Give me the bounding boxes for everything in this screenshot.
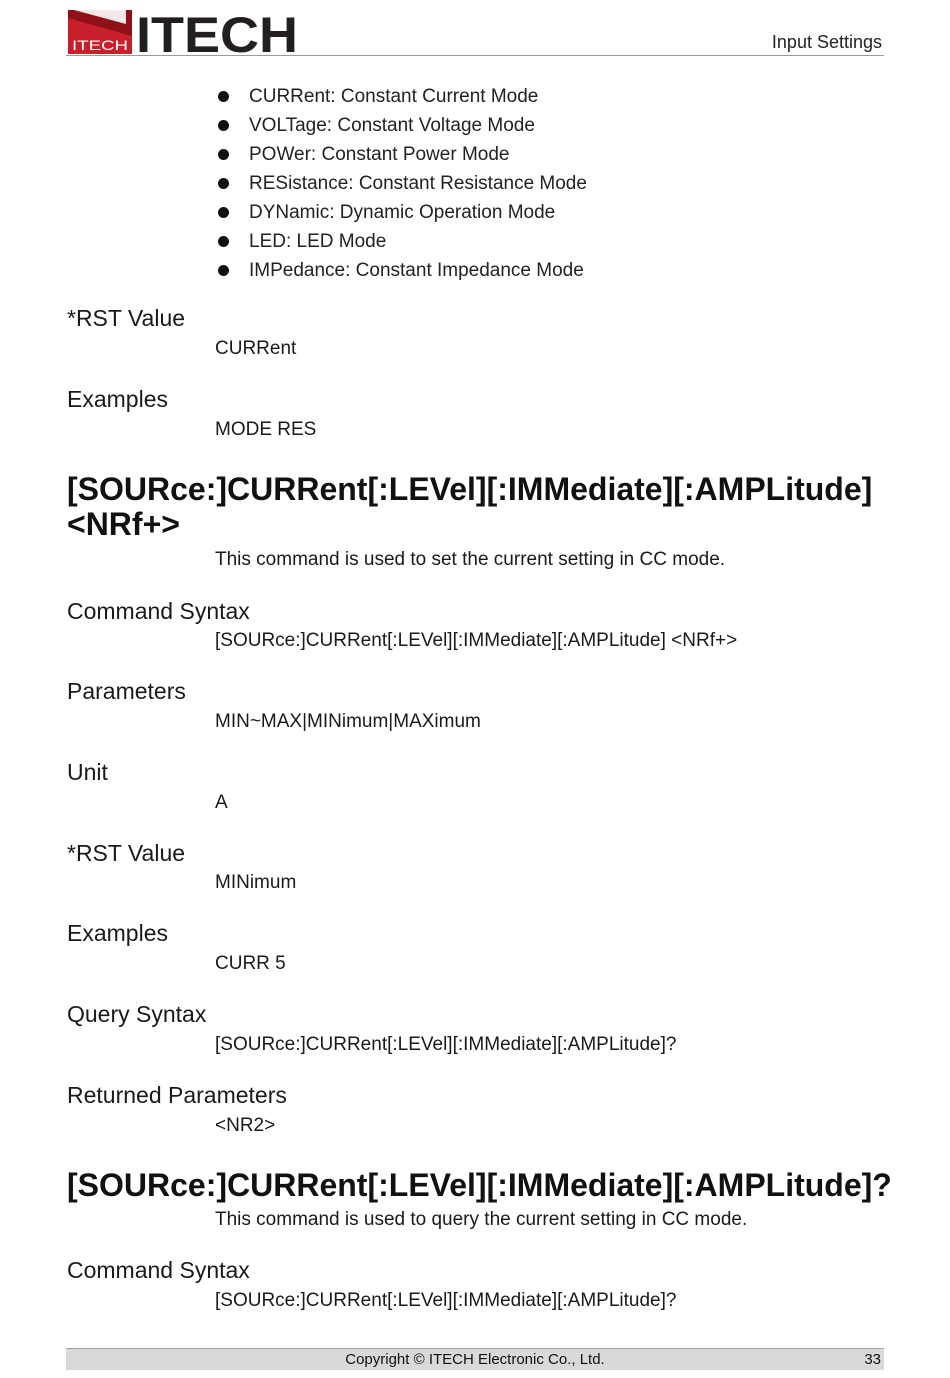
unit-text: A: [215, 792, 228, 813]
bullet-icon: [218, 265, 229, 276]
examples-text: MODE RES: [215, 419, 317, 440]
bullet-icon: [218, 91, 229, 102]
rst-value-text: CURRent: [215, 338, 297, 359]
command-syntax-label: Command Syntax: [67, 598, 250, 624]
mode-list: [216, 82, 587, 285]
query-syntax-text: [SOURce:]CURRent[:LEVel][:IMMediate][:AMPLitude]?: [215, 1034, 677, 1055]
parameters-label: Parameters: [67, 678, 186, 704]
list-item: [216, 198, 587, 227]
command-heading: [SOURce:]CURRent[:LEVel][:IMMediate][:AMPLitude]: [67, 471, 873, 507]
command-description: This command is used to set the current setting in CC mode.: [215, 549, 726, 570]
command-syntax-text: [SOURce:]CURRent[:LEVel][:IMMediate][:AMPLitude]?: [215, 1290, 677, 1311]
list-item-text: DYNamic: Dynamic Operation Mode: [249, 202, 556, 223]
bullet-icon: [218, 120, 229, 131]
examples-text: CURR 5: [215, 953, 286, 974]
list-item-text: CURRent: Constant Current Mode: [249, 86, 539, 107]
list-item: [216, 227, 587, 256]
list-item: [216, 256, 587, 285]
examples-label: Examples: [67, 920, 168, 946]
bullet-icon: [218, 236, 229, 247]
command-syntax-text: [SOURce:]CURRent[:LEVel][:IMMediate][:AMPLitude] <NRf+>: [215, 630, 738, 651]
rst-value-text: MINimum: [215, 872, 297, 893]
parameters-text: MIN~MAX|MINimum|MAXimum: [215, 711, 481, 732]
list-item: [216, 82, 587, 111]
list-item-text: POWer: Constant Power Mode: [249, 144, 510, 165]
query-syntax-label: Query Syntax: [67, 1001, 207, 1027]
bullet-icon: [218, 149, 229, 160]
rst-value-label: *RST Value: [67, 305, 186, 331]
page-number: 33: [864, 1351, 881, 1368]
examples-label: Examples: [67, 386, 168, 412]
page-footer: [66, 1348, 884, 1370]
logo-text: ITECH: [136, 10, 298, 54]
list-item: [216, 111, 587, 140]
section-title: Input Settings: [771, 32, 882, 52]
copyright-text: Copyright © ITECH Electronic Co., Ltd.: [345, 1351, 605, 1368]
rst-value-label: *RST Value: [67, 840, 186, 866]
header-divider: [66, 55, 884, 56]
list-item-text: LED: LED Mode: [249, 231, 387, 252]
list-item: [216, 169, 587, 198]
query-command-heading: [SOURce:]CURRent[:LEVel][:IMMediate][:AMPLitude]?: [67, 1167, 892, 1203]
unit-label: Unit: [67, 759, 108, 785]
bullet-icon: [218, 207, 229, 218]
command-syntax-label: Command Syntax: [67, 1257, 250, 1283]
list-item: [216, 140, 587, 169]
page-header: [66, 8, 884, 56]
bullet-icon: [218, 178, 229, 189]
returned-parameters-label: Returned Parameters: [67, 1082, 287, 1108]
list-item-text: VOLTage: Constant Voltage Mode: [249, 115, 535, 136]
logo-small-text: ITECH: [72, 37, 128, 53]
returned-parameters-text: <NR2>: [215, 1115, 276, 1136]
list-item-text: IMPedance: Constant Impedance Mode: [249, 260, 584, 281]
query-command-description: This command is used to query the current setting in CC mode.: [215, 1209, 748, 1230]
command-heading-continued: <NRf+>: [67, 506, 180, 542]
list-item-text: RESistance: Constant Resistance Mode: [249, 173, 587, 194]
itech-logo: [68, 10, 300, 54]
